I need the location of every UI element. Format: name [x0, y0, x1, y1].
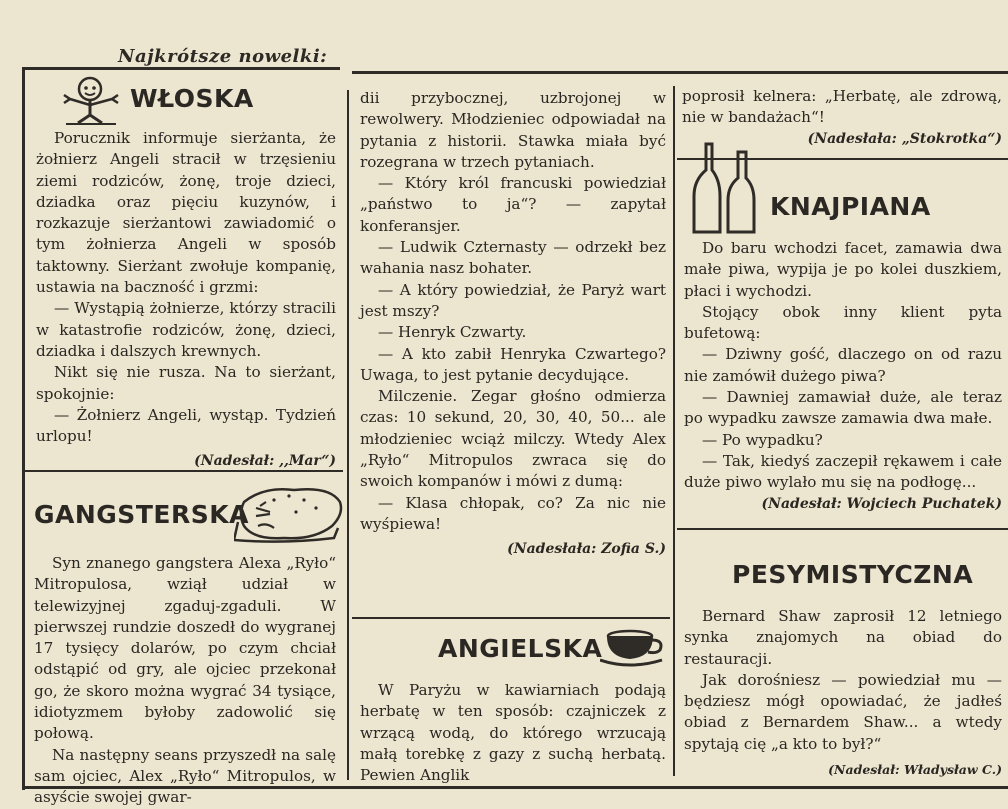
column-divider-1 — [347, 90, 349, 780]
paragraph: — Dawniej zamawiał duże, ale teraz po wypadku zawsze zamawia dwa małe. — [684, 388, 1002, 428]
story-title-pesymistyczna: PESYMISTYCZNA — [732, 560, 974, 589]
paragraph: — Wystąpią żołnierze, którzy stracili w katastrofie rodziców, żonę, dzieci, dziadka i dalszych krewnych. — [36, 299, 336, 360]
bottles-icon — [690, 142, 762, 236]
paragraph: — Żołnierz Angeli, wystąp. Tydzień urlopu! — [36, 405, 336, 446]
page-title: Najkrótsze nowelki: — [118, 46, 328, 67]
story-text-angielska — [360, 680, 666, 786]
column-divider-2 — [673, 86, 675, 776]
paragraph: — Tak, kiedyś zaczepił rękawem i całe duże piwo wylało mu się na podłogę... — [684, 451, 1002, 492]
paragraph: — Henryk Czwarty. — [378, 323, 527, 342]
section-divider-col3b — [677, 528, 1008, 530]
paragraph: Na następny seans przyszedł na salę sam ojciec, Alex „Ryło“ Mitropulos, w asyście swojej gwar- — [34, 745, 336, 807]
paragraph: Syn znanego gangstera Alexa „Ryło“ Mitropulosa, wziął udział w telewizyjnej zgaduj-zgaduli. W pierwszej rundzie doszedł do wygranej 17 tysięcy dolarów, po czym chciał odstąpić od gry, ale ojciec przekonał go, że skoro można wygrać 34 tysiące, idiotyzmem byłoby zadowolić się połową. — [34, 554, 336, 743]
stick-figure-icon — [56, 75, 128, 127]
paragraph: W Paryżu w kawiarniach podają herbatę w ten sposób: czajniczek z wrzącą wodą, do którego wrzucają małą torebkę z gazy z suchą herbatą. Pewien Anglik — [360, 681, 666, 785]
paragraph: Nikt się nie rusza. Na to sierżant, spokojnie: — [36, 363, 336, 403]
paragraph: — Klasa chłopak, co? Za nic nie wyśpiewa! — [360, 493, 666, 533]
story-text-angielska-continued — [682, 86, 1002, 150]
paragraph: — A kto zabił Henryka Czwartego? Uwaga, to jest pytanie decydujące. — [360, 344, 666, 384]
signature: (Nadesłała: Zofia S.) — [507, 541, 666, 558]
signature: (Nadesłał: ,,Mar“) — [194, 453, 336, 470]
paragraph: Bernard Shaw zaprosił 12 letniego synka znajomych na obiad do restauracji. — [684, 607, 1002, 668]
paragraph: — Który król francuski powiedział „państwo to ja“? — zapytał konferansjer. — [360, 174, 666, 235]
story-title-wloska: WŁOSKA — [130, 84, 254, 113]
signature: (Nadesłała: „Stokrotka“) — [807, 130, 1002, 147]
paragraph: — Dziwny gość, dlaczego on od razu nie zamówił dużego piwa? — [684, 345, 1002, 385]
paragraph: Jak dorośniesz — powiedział mu — będziesz mógł opowiadać, że jadłeś obiad z Bernardem Shaw... a wtedy spytają cię „a kto to był?“ — [684, 670, 1002, 753]
section-divider-col2 — [352, 617, 670, 619]
story-text-knajpiana — [684, 238, 1002, 515]
paragraph: — Po wypadku? — [702, 430, 823, 449]
paragraph: — Ludwik Czternasty — odrzekł bez wahania nasz bohater. — [360, 238, 666, 278]
paragraph: poprosił kelnera: „Herbatę, ale zdrową, nie w bandażach“! — [682, 87, 1002, 127]
story-title-angielska: ANGIELSKA — [438, 634, 603, 663]
paragraph: — A który powiedział, że Paryż wart jest mszy? — [360, 280, 666, 320]
teacup-icon — [600, 628, 666, 670]
story-text-pesymistyczna — [684, 606, 1002, 780]
story-title-knajpiana: KNAJPIANA — [770, 192, 931, 221]
top-rule-right — [352, 71, 1008, 74]
top-rule-left — [22, 67, 340, 70]
left-border — [22, 67, 25, 790]
signature: (Nadesłał: Władysław C.) — [828, 762, 1002, 778]
paragraph: Milczenie. Zegar głośno odmierza czas: 10 sekund, 20, 30, 40, 50... ale młodzieniec wciąż milczy. Wtedy Alex „Ryło“ Mitropulos zwraca się do swoich kompanów i mówi z dumą: — [360, 387, 666, 491]
story-text-gangsterska — [34, 553, 336, 809]
paragraph: Do baru wchodzi facet, zamawia dwa małe piwa, wypija je po kolei duszkiem, płaci i wychodzi. — [684, 239, 1002, 300]
story-text-wloska — [36, 128, 336, 473]
gangster-face-icon — [234, 482, 346, 546]
paragraph: Porucznik informuje sierżanta, że żołnierz Angeli stracił w trzęsieniu ziemi rodziców, żonę, troje dzieci, dziadka oraz pięciu kuzynów, i rozkazuje sierżantowi zawiadomić o tym żołnierza Angeli w sposób taktowny. Sierżant zwołuje kompanię, ustawia na baczność i grzmi: — [36, 129, 336, 297]
paragraph: Stojący obok inny klient pyta bufetową: — [684, 302, 1002, 343]
story-title-gangsterska: GANGSTERSKA — [34, 500, 249, 529]
story-text-gangsterska-continued — [360, 88, 666, 561]
signature: (Nadesłał: Wojciech Puchatek) — [761, 495, 1002, 512]
paragraph: dii przybocznej, uzbrojonej w rewolwery. Młodzieniec odpowiadał na pytania z historii. Stawka miała być rozegrana w trzech pytaniach. — [360, 89, 666, 171]
